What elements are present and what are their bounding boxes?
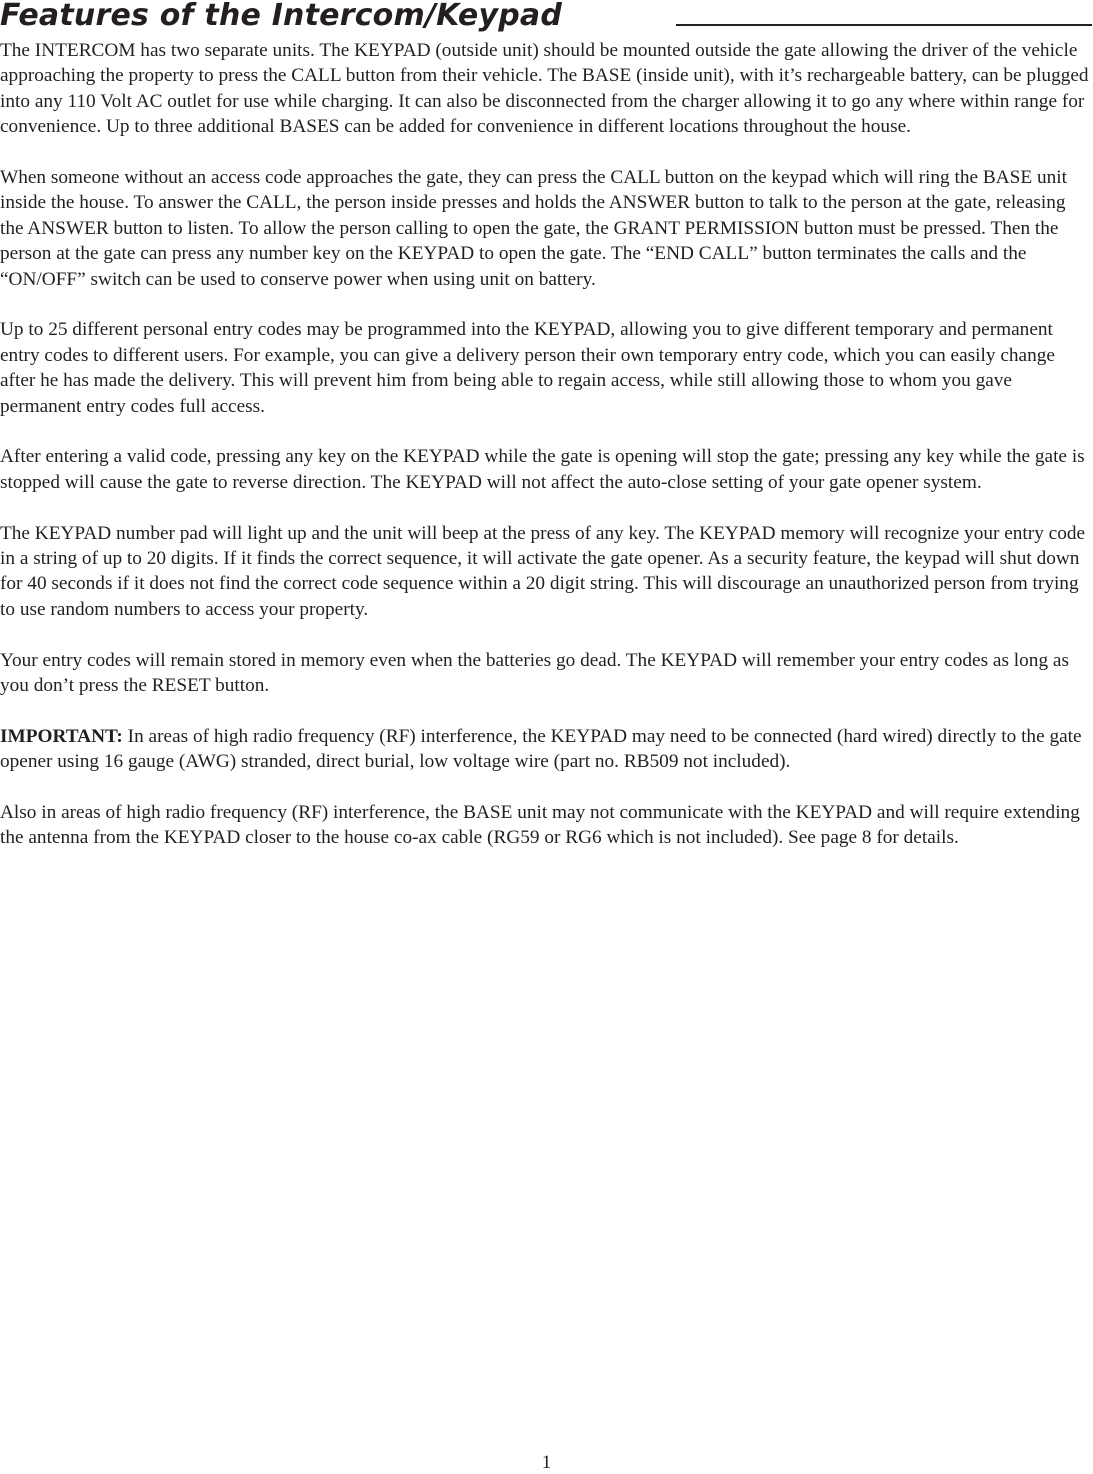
body-text xyxy=(0,38,1090,876)
paragraph-code-retention: Your entry codes will remain stored in memory even when the batteries go dead. The KEYPAD will remember your entry codes as long as you don’t press the RESET button. xyxy=(0,649,1069,697)
page-title: Features of the Intercom/Keypad xyxy=(0,0,563,33)
paragraph-entry-codes: Up to 25 different personal entry codes may be programmed into the KEYPAD, allowing you to give different temporary and permanent entry codes to different users. For example, you can give a delivery person their own temporary entry code, which you can easily change after he has made the delivery. This will prevent him from being able to regain access, while still allowing those to whom you gave permanent entry codes full access. xyxy=(0,319,1055,417)
section-heading xyxy=(0,0,1093,36)
important-label: IMPORTANT: xyxy=(0,725,123,747)
paragraph-intercom-units: The INTERCOM has two separate units. The KEYPAD (outside unit) should be mounted outside the gate allowing the driver of the vehicle approaching the property to press the CALL button from their vehicle. The BASE (inside unit), with it’s rechargeable battery, can be plugged into any 110 Volt AC outlet for use while charging. It can also be disconnected from the charger allowing it to go any where within range for convenience. Up to three additional BASES can be added for convenience in different locations throughout the house. xyxy=(0,40,1089,138)
important-note xyxy=(0,724,1090,775)
title-rule-divider xyxy=(676,24,1092,26)
paragraph-valid-code-behavior: After entering a valid code, pressing any key on the KEYPAD while the gate is opening will stop the gate; pressing any key while the gate is stopped will cause the gate to reverse direction. The KEYPAD will not affect the auto-close setting of your gate opener system. xyxy=(0,446,1085,493)
paragraph-keypad-memory: The KEYPAD number pad will light up and the unit will beep at the press of any key. The KEYPAD memory will recognize your entry code in a string of up to 20 digits. If it finds the correct sequence, it will activate the gate opener. As a security feature, the keypad will shut down for 40 seconds if it does not find the correct code sequence within a 20 digit string. This will discourage an unauthorized person from trying to use random numbers to access your property. xyxy=(0,522,1086,620)
important-text: In areas of high radio frequency (RF) interference, the KEYPAD may need to be connected (hard wired) directly to the gate opener using 16 gauge (AWG) stranded, direct burial, low voltage wire (part no. RB509 not included). xyxy=(0,725,1082,773)
paragraph-call-procedure: When someone without an access code approaches the gate, they can press the CALL button on the keypad which will ring the BASE unit inside the house. To answer the CALL, the person inside presses and holds the ANSWER button to talk to the person at the gate, releasing the ANSWER button to listen. To allow the person calling to open the gate, the GRANT PERMISSION button must be pressed. Then the person at the gate can press any number key on the KEYPAD to open the gate. The “END CALL” button terminates the calls and the “ON/OFF” switch can be used to conserve power when using unit on battery. xyxy=(0,167,1067,290)
page-number: 1 xyxy=(541,1452,552,1473)
paragraph-rf-antenna: Also in areas of high radio frequency (RF) interference, the BASE unit may not communicate with the KEYPAD and will require extending the antenna from the KEYPAD closer to the house co-ax cable (RG59 or RG6 which is not included). See page 8 for details. xyxy=(0,802,1080,849)
